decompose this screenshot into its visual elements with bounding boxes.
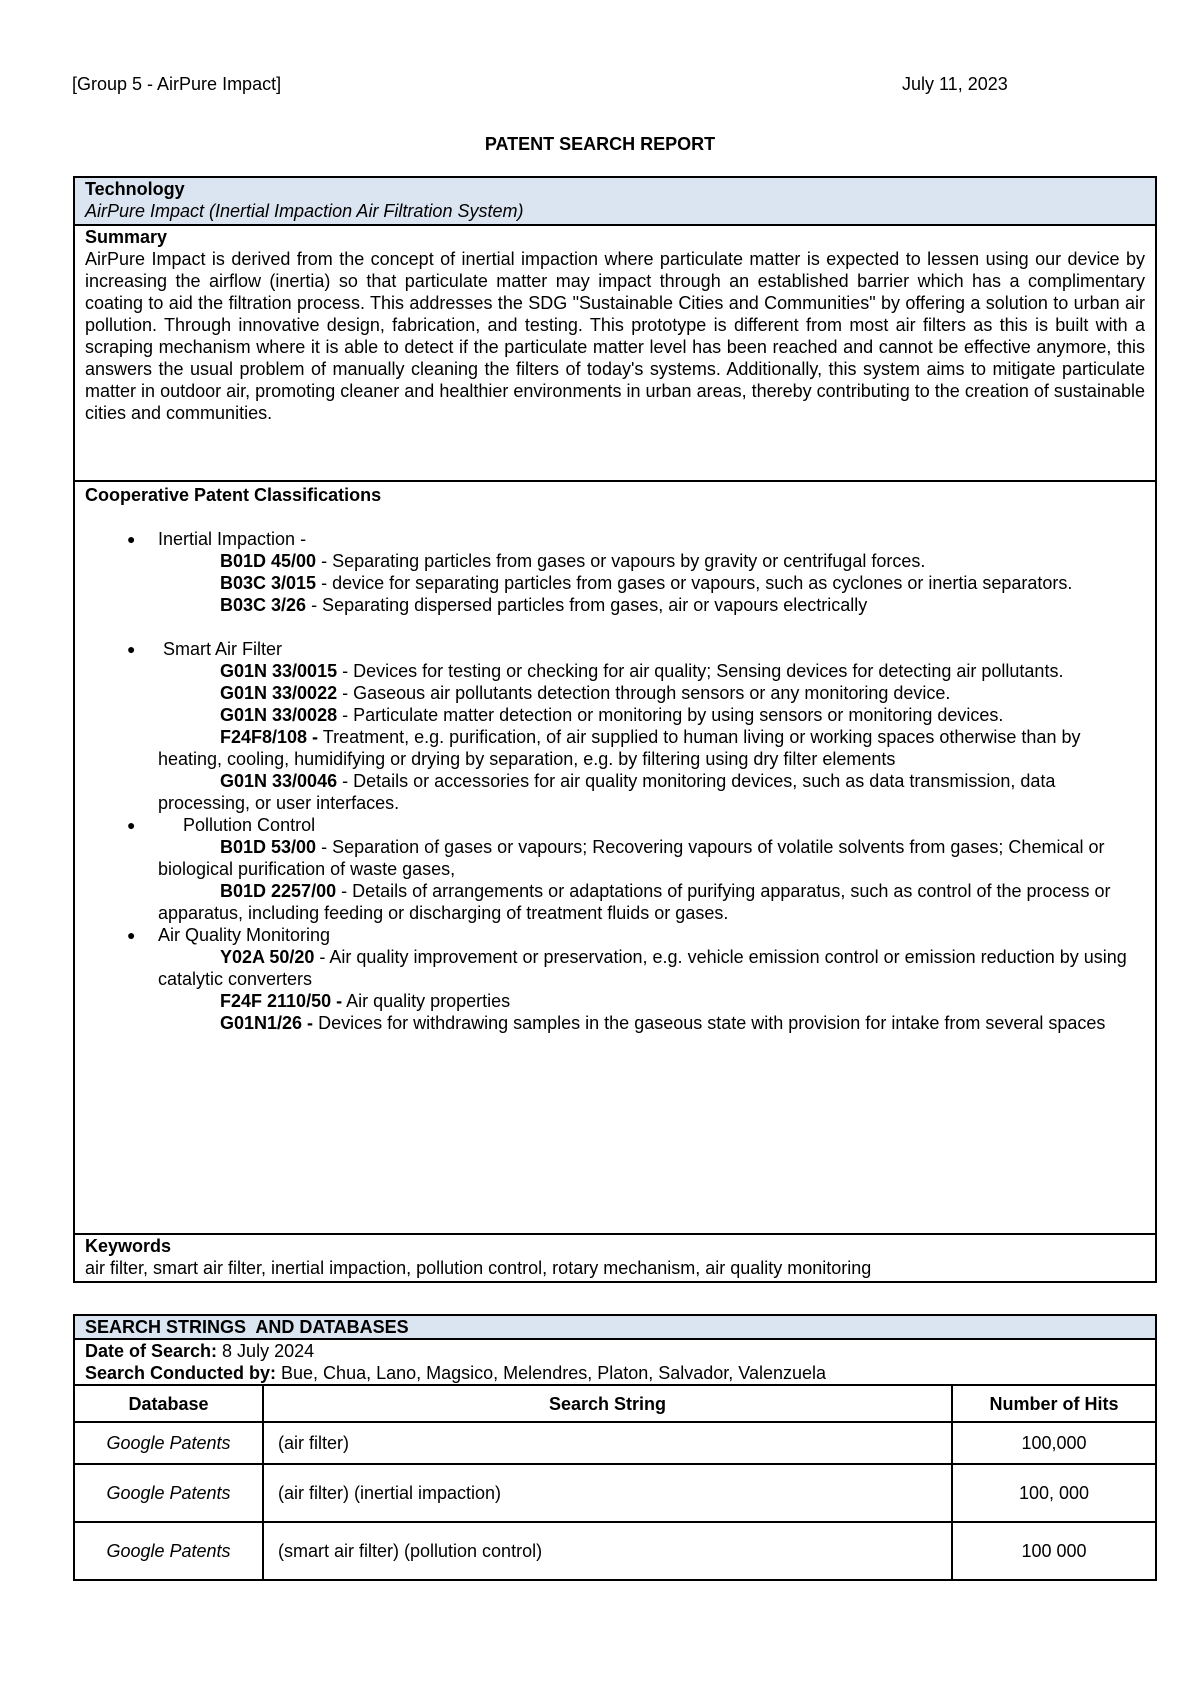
cpc-code: B03C 3/26: [220, 595, 307, 615]
cpc-code: G01N 33/0022: [220, 683, 338, 703]
cpc-category: [85, 638, 1145, 814]
search-by-label: Search Conducted by:: [85, 1363, 277, 1383]
technology-cell: [74, 177, 1156, 225]
cell-hits: 100, 000: [952, 1464, 1156, 1522]
cpc-code: B01D 53/00: [220, 837, 317, 857]
cpc-list: [85, 528, 1145, 1034]
page-title: PATENT SEARCH REPORT: [484, 134, 716, 154]
header-group-name: [Group 5 - AirPure Impact]: [72, 74, 282, 94]
cpc-desc: - Particulate matter detection or monitoring by using sensors or monitoring devices.: [337, 705, 1004, 725]
cpc-desc: Treatment, e.g. purification, of air supplied to human living or working spaces otherwise than by heating, cooling, humidifying or drying by separation, e.g. by filtering using dry filter elements: [158, 727, 1081, 769]
bullet-icon: ●: [127, 817, 136, 833]
cpc-desc: - Separating dispersed particles from gases, air or vapours electrically: [306, 595, 868, 615]
cpc-desc: - Details of arrangements or adaptations of purifying apparatus, such as control of the process or apparatus, including feeding or discharging of treatment fluids or gases.: [158, 881, 1111, 923]
cpc-category-name: Air Quality Monitoring: [158, 925, 331, 945]
cpc-desc: Air quality properties: [342, 991, 511, 1011]
header-date: July 11, 2023: [902, 74, 1008, 94]
cpc-code: G01N1/26 -: [220, 1013, 314, 1033]
cpc-desc: - Air quality improvement or preservation, e.g. vehicle emission control or emission reduction by using catalytic converters: [158, 947, 1127, 989]
bullet-icon: ●: [127, 531, 136, 547]
cpc-cell: [74, 481, 1156, 1234]
cell-hits: 100 000: [952, 1522, 1156, 1580]
cpc-entry: [158, 1012, 1145, 1034]
cell-hits: 100,000: [952, 1422, 1156, 1464]
cell-search-string: (air filter) (inertial impaction): [263, 1464, 952, 1522]
cpc-desc: - Separation of gases or vapours; Recovering vapours of volatile solvents from gases; Chemical or biological purification of waste gases,: [158, 837, 1105, 879]
cpc-code: F24F 2110/50 -: [220, 991, 343, 1011]
keywords-label: Keywords: [85, 1236, 172, 1256]
cell-search-string: (air filter): [263, 1422, 952, 1464]
cpc-code: F24F8/108 -: [220, 727, 319, 747]
cpc-category-name: Inertial Impaction -: [158, 529, 307, 549]
cpc-desc: - Separating particles from gases or vapours by gravity or centrifugal forces.: [316, 551, 926, 571]
summary-label: Summary: [85, 227, 168, 247]
cpc-entry: [158, 880, 1145, 924]
column-header-database: Database: [74, 1385, 263, 1422]
keywords-text: air filter, smart air filter, inertial impaction, pollution control, rotary mechanism, air quality monitoring: [85, 1258, 872, 1278]
cell-search-string: (smart air filter) (pollution control): [263, 1522, 952, 1580]
bullet-icon: ●: [127, 641, 136, 657]
cpc-category-name: Smart Air Filter: [158, 639, 283, 659]
column-header-hits: Number of Hits: [952, 1385, 1156, 1422]
column-header-search-string: Search String: [263, 1385, 952, 1422]
cpc-code: G01N 33/0028: [220, 705, 338, 725]
cpc-entry: [158, 572, 1145, 594]
table-row: [74, 1522, 1156, 1580]
cpc-desc: - Devices for testing or checking for air quality; Sensing devices for detecting air pollutants.: [337, 661, 1064, 681]
cpc-entry: [158, 726, 1145, 770]
cpc-category: [85, 924, 1145, 1034]
cell-database: Google Patents: [74, 1464, 263, 1522]
cpc-entry: [158, 946, 1145, 990]
search-by-value: Bue, Chua, Lano, Magsico, Melendres, Platon, Salvador, Valenzuela: [276, 1363, 827, 1383]
report-table: [73, 176, 1157, 1283]
cpc-entry: [158, 704, 1145, 726]
table-row: [74, 1464, 1156, 1522]
search-date: [85, 1340, 1145, 1362]
cpc-category-name: Pollution Control: [158, 815, 316, 835]
cpc-label: Cooperative Patent Classifications: [85, 485, 382, 505]
technology-label: Technology: [85, 179, 185, 199]
cpc-entry: [158, 660, 1145, 682]
summary-cell: [74, 225, 1156, 481]
cpc-entry: [158, 550, 1145, 572]
search-meta-cell: [74, 1339, 1156, 1385]
cpc-category: [85, 814, 1145, 924]
cpc-code: B03C 3/015: [220, 573, 317, 593]
search-heading: SEARCH STRINGS AND DATABASES: [74, 1315, 1156, 1339]
cpc-entry: [158, 990, 1145, 1012]
technology-value: AirPure Impact (Inertial Impaction Air Filtration System): [85, 201, 524, 221]
search-by: [85, 1362, 1145, 1384]
bullet-icon: ●: [127, 927, 136, 943]
cpc-desc: - Details or accessories for air quality monitoring devices, such as data transmission, data processing, or user interfaces.: [158, 771, 1056, 813]
cpc-desc: - device for separating particles from gases or vapours, such as cyclones or inertia separators.: [316, 573, 1073, 593]
cpc-entry: [158, 682, 1145, 704]
cpc-code: B01D 45/00: [220, 551, 317, 571]
search-date-value: 8 July 2024: [217, 1341, 315, 1361]
cpc-desc: Devices for withdrawing samples in the gaseous state with provision for intake from several spaces: [313, 1013, 1106, 1033]
cpc-code: G01N 33/0046: [220, 771, 338, 791]
search-table: [73, 1314, 1157, 1581]
cpc-entry: [158, 594, 1145, 616]
cell-database: Google Patents: [74, 1422, 263, 1464]
cpc-category: [85, 528, 1145, 638]
cpc-entry: [158, 836, 1145, 880]
search-date-label: Date of Search:: [85, 1341, 218, 1361]
cpc-code: Y02A 50/20: [220, 947, 315, 967]
summary-text: AirPure Impact is derived from the concept of inertial impaction where particulate matter is expected to lessen using our device by increasing the airflow (inertia) so that particulate matter may impact through an established barrier which has a complimentary coating to aid the filtration process. This addresses the SDG "Sustainable Cities and Communities" by offering a solution to urban air pollution. Through innovative design, fabrication, and testing. This prototype is different from most air filters as this is built with a scraping mechanism where it is able to detect if the particulate matter level has been reached and cannot be effective anymore, this answers the usual problem of manually cleaning the filters of today's systems. Additionally, this system aims to mitigate particulate matter in outdoor air, promoting cleaner and healthier environments in urban areas, thereby contributing to the creation of sustainable cities and communities.: [85, 249, 1145, 423]
cell-database: Google Patents: [74, 1522, 263, 1580]
cpc-desc: - Gaseous air pollutants detection through sensors or any monitoring device.: [337, 683, 951, 703]
cpc-code: B01D 2257/00: [220, 881, 337, 901]
keywords-cell: [74, 1234, 1156, 1282]
cpc-entry: [158, 770, 1145, 814]
cpc-code: G01N 33/0015: [220, 661, 338, 681]
table-row: [74, 1422, 1156, 1464]
